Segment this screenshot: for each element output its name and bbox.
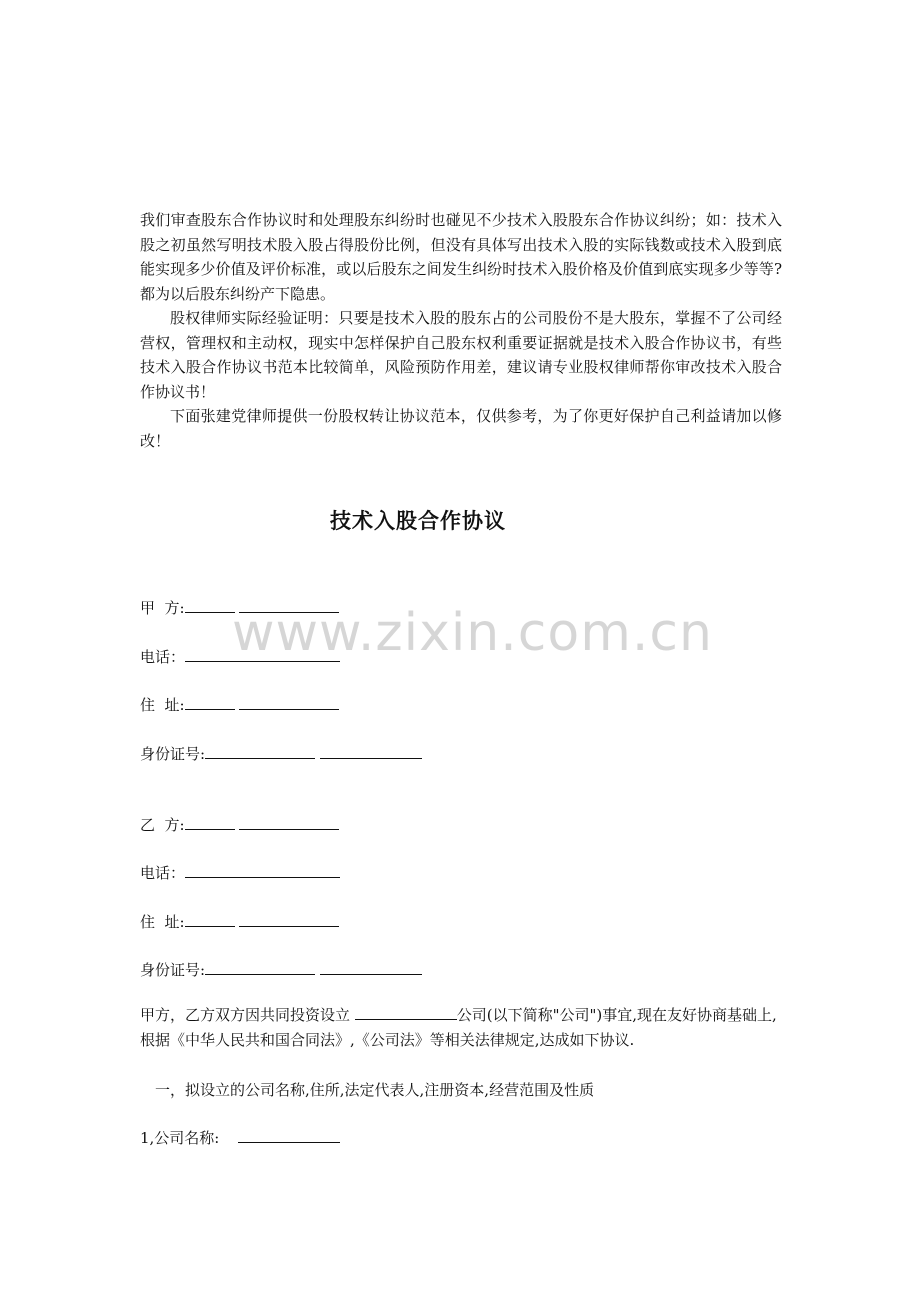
party-a-name-label: 甲 方: xyxy=(140,599,185,617)
intro-section xyxy=(140,208,782,453)
item-1-company-name-field xyxy=(140,1127,340,1148)
party-b-name-field xyxy=(140,814,339,835)
party-b-address-field xyxy=(140,911,339,932)
party-a-id-field xyxy=(140,743,422,764)
item-1-label: 1,公司名称: xyxy=(140,1129,239,1147)
party-a-name-field xyxy=(140,597,339,618)
intro-paragraph-2: 股权律师实际经验证明：只要是技术入股的股东占的公司股份不是大股东，掌握不了公司经营权，管理权和主动权，现实中怎样保护自己股东权利重要证据就是技术入股合作协议书，有些技术入股合作协议书范本比较简单，风险预防作用差，建议请专业股权律师帮你审改技术入股合作协议书！ xyxy=(140,309,782,401)
party-a-phone-blank xyxy=(185,648,340,662)
party-a-address-blank xyxy=(185,696,235,710)
preamble-text-end: 公司(以下简称"公司")事宜,现在友好协商基础上,根据《中华人民共和国合同法》,《公司法》等相关法律规定,达成如下协议. xyxy=(140,1006,777,1049)
company-name-blank xyxy=(355,1006,457,1020)
section-1-heading: 一，拟设立的公司名称,住所,法定代表人,注册资本,经营范围及性质 xyxy=(155,1081,595,1099)
party-b-id-blank xyxy=(205,961,315,975)
party-b-id-blank-2 xyxy=(320,961,422,975)
intro-paragraph-3: 下面张建党律师提供一份股权转让协议范本，仅供参考，为了你更好保护自己利益请加以修改！ xyxy=(140,407,782,450)
party-b-address-blank xyxy=(185,913,235,927)
party-b-name-blank-2 xyxy=(239,816,339,830)
party-b-name-label: 乙 方: xyxy=(140,816,185,834)
party-a-name-blank xyxy=(185,599,235,613)
party-b-phone-blank xyxy=(185,864,340,878)
party-b-name-blank xyxy=(185,816,235,830)
party-a-address-label: 住 址: xyxy=(140,696,185,714)
party-a-name-blank-2 xyxy=(239,599,339,613)
party-b-address-label: 住 址: xyxy=(140,913,185,931)
party-a-address-blank-2 xyxy=(239,696,339,710)
party-a-phone-field xyxy=(140,646,340,667)
party-b-address-blank-2 xyxy=(239,913,339,927)
party-b-phone-field xyxy=(140,862,340,883)
party-a-address-field xyxy=(140,694,339,715)
party-b-phone-label: 电话： xyxy=(140,864,186,882)
party-a-phone-label: 电话： xyxy=(140,648,186,666)
watermark: www.zixin.com.cn xyxy=(232,603,713,663)
preamble-text-start: 甲方，乙方双方因共同投资设立 xyxy=(140,1006,355,1024)
party-b-id-label: 身份证号: xyxy=(140,961,206,979)
intro-paragraph-1: 我们审查股东合作协议时和处理股东纠纷时也碰见不少技术入股股东合作协议纠纷；如：技术入股之初虽然写明技术股入股占得股份比例，但没有具体写出技术入股的实际钱数或技术入股到底能实现多少价值及评价标准，或以后股东之间发生纠纷时技术入股价格及价值到底实现多少等等?都为以后股东纠纷产下隐患。 xyxy=(140,211,782,303)
item-1-blank xyxy=(238,1129,340,1143)
party-b-id-field xyxy=(140,959,422,980)
party-a-id-blank xyxy=(205,745,315,759)
party-a-id-label: 身份证号: xyxy=(140,745,206,763)
document-title: 技术入股合作协议 xyxy=(330,509,506,533)
party-a-id-blank-2 xyxy=(320,745,422,759)
preamble-paragraph xyxy=(140,1003,782,1053)
